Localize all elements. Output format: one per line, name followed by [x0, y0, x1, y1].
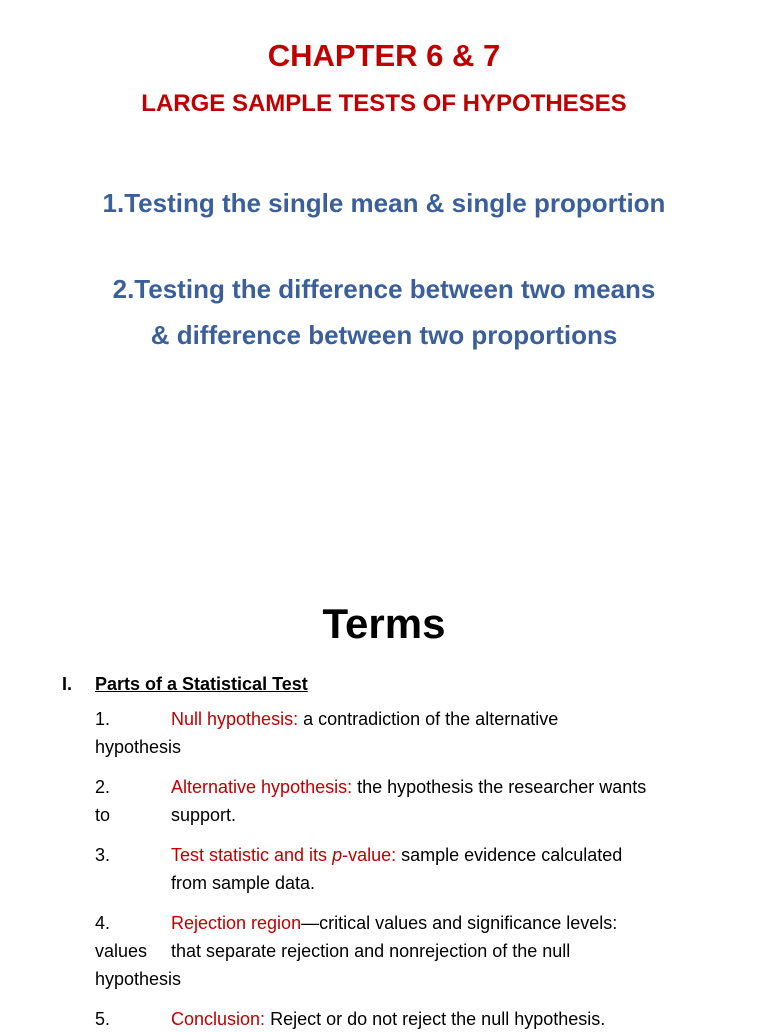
list-item-4: [95, 909, 755, 993]
item-number: 5.: [95, 1009, 111, 1029]
list-item-2: [95, 773, 755, 829]
chapter-title: CHAPTER 6 & 7: [267, 38, 501, 73]
topic-1: [0, 180, 768, 226]
topic-2-line-2: & difference between two proportions: [150, 320, 618, 350]
topic-1-line-1: 1.Testing the single mean & single proportion: [102, 188, 666, 218]
term-label: Null hypothesis:: [171, 709, 299, 729]
term-description: —critical values and significance levels:: [301, 913, 618, 933]
term-description-continued: that separate rejection and nonrejection of the null: [171, 941, 571, 961]
item-number: 3.: [95, 845, 111, 865]
term-description: a contradiction of the alternative: [298, 709, 559, 729]
chapter-subtitle: LARGE SAMPLE TESTS OF HYPOTHESES: [141, 90, 627, 117]
term-label: Alternative hypothesis:: [171, 777, 353, 797]
list-item-5: [95, 1005, 755, 1033]
term-description: the hypothesis the researcher wants: [352, 777, 647, 797]
topic-2: [0, 266, 768, 358]
term-description-continued: values: [95, 941, 148, 961]
term-label: Conclusion:: [171, 1009, 266, 1029]
term-description-continued: support.: [171, 805, 237, 825]
topic-2-line-1: 2.Testing the difference between two means: [112, 274, 656, 304]
term-description-continued: hypothesis: [95, 737, 182, 757]
list-item-1: [95, 705, 755, 761]
list-item-3: [95, 841, 755, 897]
terms-heading: Terms: [322, 600, 446, 647]
section-number: I.: [62, 674, 73, 694]
item-number: 2.: [95, 777, 111, 797]
term-description-continued: hypothesis: [95, 969, 182, 989]
term-description-continued: to: [95, 805, 111, 825]
section-title: Parts of a Statistical Test: [95, 674, 308, 694]
term-label: Rejection region: [171, 913, 302, 933]
item-number: 4.: [95, 913, 111, 933]
term-label: Test statistic and its p-value:: [171, 845, 397, 865]
item-number: 1.: [95, 709, 111, 729]
term-description: sample evidence calculated: [396, 845, 623, 865]
section-heading: [62, 674, 308, 695]
term-description: Reject or do not reject the null hypothesis.: [265, 1009, 606, 1029]
term-description-continued: from sample data.: [171, 873, 316, 893]
